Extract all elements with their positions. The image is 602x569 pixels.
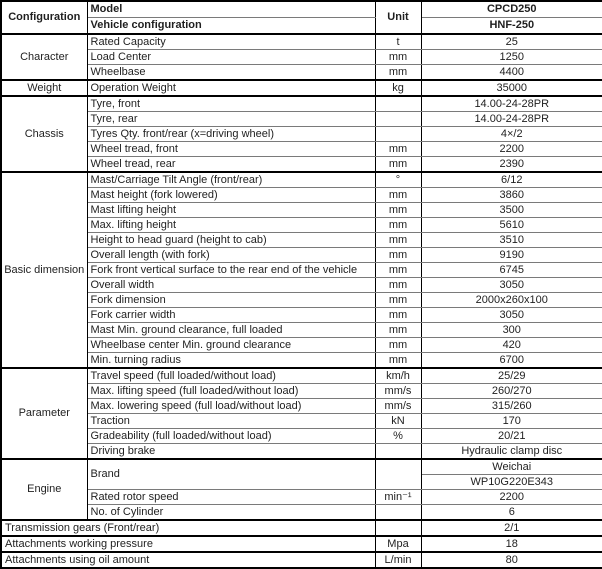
value-cell: 2390 (421, 157, 602, 173)
configuration-header-cell: Configuration (1, 1, 87, 34)
value-cell: 6700 (421, 353, 602, 369)
value-cell: 5610 (421, 218, 602, 233)
unit-cell: mm (375, 323, 421, 338)
spec-row (1, 353, 602, 369)
spec-row (1, 263, 602, 278)
unit-cell: mm/s (375, 384, 421, 399)
spec-row (1, 368, 602, 384)
vehicle-value-cell: HNF-250 (421, 18, 602, 35)
spec-row (1, 536, 602, 552)
unit-cell: mm (375, 308, 421, 323)
spec-name-cell: Mast lifting height (87, 203, 375, 218)
unit-cell: t (375, 34, 421, 50)
value-cell: 300 (421, 323, 602, 338)
spec-row (1, 429, 602, 444)
value-cell: 1250 (421, 50, 602, 65)
value-cell: 20/21 (421, 429, 602, 444)
unit-cell: mm (375, 65, 421, 81)
spec-row (1, 248, 602, 263)
config-group-label: Engine (1, 459, 87, 520)
unit-cell (375, 520, 421, 536)
spec-name-cell: Height to head guard (height to cab) (87, 233, 375, 248)
unit-cell (375, 505, 421, 521)
header-row-model (1, 1, 602, 18)
spec-row (1, 308, 602, 323)
unit-cell: mm (375, 157, 421, 173)
spec-row (1, 218, 602, 233)
value-cell: 14.00-24-28PR (421, 112, 602, 127)
spec-row (1, 384, 602, 399)
value-cell: 35000 (421, 80, 602, 96)
unit-cell (375, 112, 421, 127)
spec-row (1, 188, 602, 203)
unit-cell: % (375, 429, 421, 444)
spec-name-cell: Wheelbase (87, 65, 375, 81)
spec-name-cell: Max. lifting height (87, 218, 375, 233)
value-cell: 3860 (421, 188, 602, 203)
spec-row (1, 65, 602, 81)
value-cell: Hydraulic clamp disc (421, 444, 602, 460)
value-cell: 3500 (421, 203, 602, 218)
spec-row (1, 552, 602, 568)
config-group-label: Chassis (1, 96, 87, 172)
spec-name-cell: Wheel tread, front (87, 142, 375, 157)
spec-name-cell: Wheel tread, rear (87, 157, 375, 173)
spec-name-cell: Min. turning radius (87, 353, 375, 369)
spec-table-header (1, 1, 602, 34)
spec-row (1, 127, 602, 142)
value-cell: 9190 (421, 248, 602, 263)
value-cell: 4×/2 (421, 127, 602, 142)
spec-name-cell: Tyres Qty. front/rear (x=driving wheel) (87, 127, 375, 142)
spec-row (1, 203, 602, 218)
unit-cell: km/h (375, 368, 421, 384)
spec-name-cell: Fork carrier width (87, 308, 375, 323)
unit-cell (375, 459, 421, 490)
vehicle-configuration-header-cell: Vehicle configuration (87, 18, 375, 35)
unit-cell: mm (375, 293, 421, 308)
unit-cell (375, 127, 421, 142)
spec-name-cell: Overall length (with fork) (87, 248, 375, 263)
spec-name-cell: Attachments using oil amount (1, 552, 375, 568)
unit-cell: mm (375, 338, 421, 353)
unit-cell (375, 96, 421, 112)
config-group-label: Character (1, 34, 87, 80)
spec-row (1, 459, 602, 475)
spec-name-cell: Mast/Carriage Tilt Angle (front/rear) (87, 172, 375, 188)
unit-cell: mm (375, 142, 421, 157)
value-cell: 3050 (421, 308, 602, 323)
model-value-cell: CPCD250 (421, 1, 602, 18)
value-cell: 2000x260x100 (421, 293, 602, 308)
spec-row (1, 399, 602, 414)
unit-cell (375, 444, 421, 460)
value-cell: 420 (421, 338, 602, 353)
model-header-cell: Model (87, 1, 375, 18)
unit-cell: mm (375, 233, 421, 248)
header-row-vehicle (1, 18, 602, 35)
unit-cell: min⁻¹ (375, 490, 421, 505)
spec-name-cell: Traction (87, 414, 375, 429)
spec-name-cell: Mast height (fork lowered) (87, 188, 375, 203)
unit-header-cell: Unit (375, 1, 421, 34)
spec-name-cell: Attachments working pressure (1, 536, 375, 552)
spec-name-cell: Overall width (87, 278, 375, 293)
value-cell: 25/29 (421, 368, 602, 384)
spec-name-cell: Fork front vertical surface to the rear end of the vehicle (87, 263, 375, 278)
value-cell: 6 (421, 505, 602, 521)
spec-row (1, 142, 602, 157)
unit-cell: mm (375, 278, 421, 293)
value-cell: 18 (421, 536, 602, 552)
spec-name-cell: Fork dimension (87, 293, 375, 308)
unit-cell: mm (375, 263, 421, 278)
value-cell: 14.00-24-28PR (421, 96, 602, 112)
spec-name-cell: Gradeability (full loaded/without load) (87, 429, 375, 444)
spec-row (1, 338, 602, 353)
spec-name-cell: Max. lifting speed (full loaded/without load) (87, 384, 375, 399)
spec-name-cell: Operation Weight (87, 80, 375, 96)
value-cell: 25 (421, 34, 602, 50)
value-cell: 2200 (421, 142, 602, 157)
unit-cell: mm (375, 218, 421, 233)
spec-name-cell: No. of Cylinder (87, 505, 375, 521)
spec-name-cell: Tyre, rear (87, 112, 375, 127)
value-cell: 80 (421, 552, 602, 568)
spec-row (1, 34, 602, 50)
spec-name-cell: Brand (87, 459, 375, 490)
value-cell: 6745 (421, 263, 602, 278)
spec-row (1, 172, 602, 188)
value-cell: 4400 (421, 65, 602, 81)
unit-cell: mm/s (375, 399, 421, 414)
spec-name-cell: Wheelbase center Min. ground clearance (87, 338, 375, 353)
spec-row (1, 323, 602, 338)
unit-cell: ° (375, 172, 421, 188)
unit-cell: mm (375, 203, 421, 218)
spec-row (1, 414, 602, 429)
value-cell: 2200 (421, 490, 602, 505)
unit-cell: mm (375, 248, 421, 263)
spec-name-cell: Tyre, front (87, 96, 375, 112)
config-group-label: Weight (1, 80, 87, 96)
unit-cell: mm (375, 353, 421, 369)
spec-row (1, 112, 602, 127)
value-cell: 6/12 (421, 172, 602, 188)
spec-table-body (1, 34, 602, 568)
spec-row (1, 50, 602, 65)
value-cell: Weichai (421, 459, 602, 475)
unit-cell: L/min (375, 552, 421, 568)
unit-cell: kN (375, 414, 421, 429)
spec-row (1, 293, 602, 308)
value-cell: 3510 (421, 233, 602, 248)
value-cell: WP10G220E343 (421, 475, 602, 490)
spec-row (1, 233, 602, 248)
value-cell: 260/270 (421, 384, 602, 399)
spec-row (1, 520, 602, 536)
value-cell: 170 (421, 414, 602, 429)
spec-row (1, 278, 602, 293)
spec-row (1, 505, 602, 521)
config-group-label: Basic dimension (1, 172, 87, 368)
unit-cell: kg (375, 80, 421, 96)
value-cell: 2/1 (421, 520, 602, 536)
spec-row (1, 80, 602, 96)
unit-cell: mm (375, 50, 421, 65)
spec-name-cell: Travel speed (full loaded/without load) (87, 368, 375, 384)
spec-name-cell: Rated rotor speed (87, 490, 375, 505)
spec-name-cell: Max. lowering speed (full load/without load) (87, 399, 375, 414)
spec-row (1, 96, 602, 112)
value-cell: 3050 (421, 278, 602, 293)
unit-cell: Mpa (375, 536, 421, 552)
spec-name-cell: Transmission gears (Front/rear) (1, 520, 375, 536)
value-cell: 315/260 (421, 399, 602, 414)
spec-row (1, 157, 602, 173)
unit-cell: mm (375, 188, 421, 203)
spec-row (1, 490, 602, 505)
spec-name-cell: Load Center (87, 50, 375, 65)
spec-name-cell: Driving brake (87, 444, 375, 460)
spec-row (1, 444, 602, 460)
spec-name-cell: Rated Capacity (87, 34, 375, 50)
spec-name-cell: Mast Min. ground clearance, full loaded (87, 323, 375, 338)
config-group-label: Parameter (1, 368, 87, 459)
